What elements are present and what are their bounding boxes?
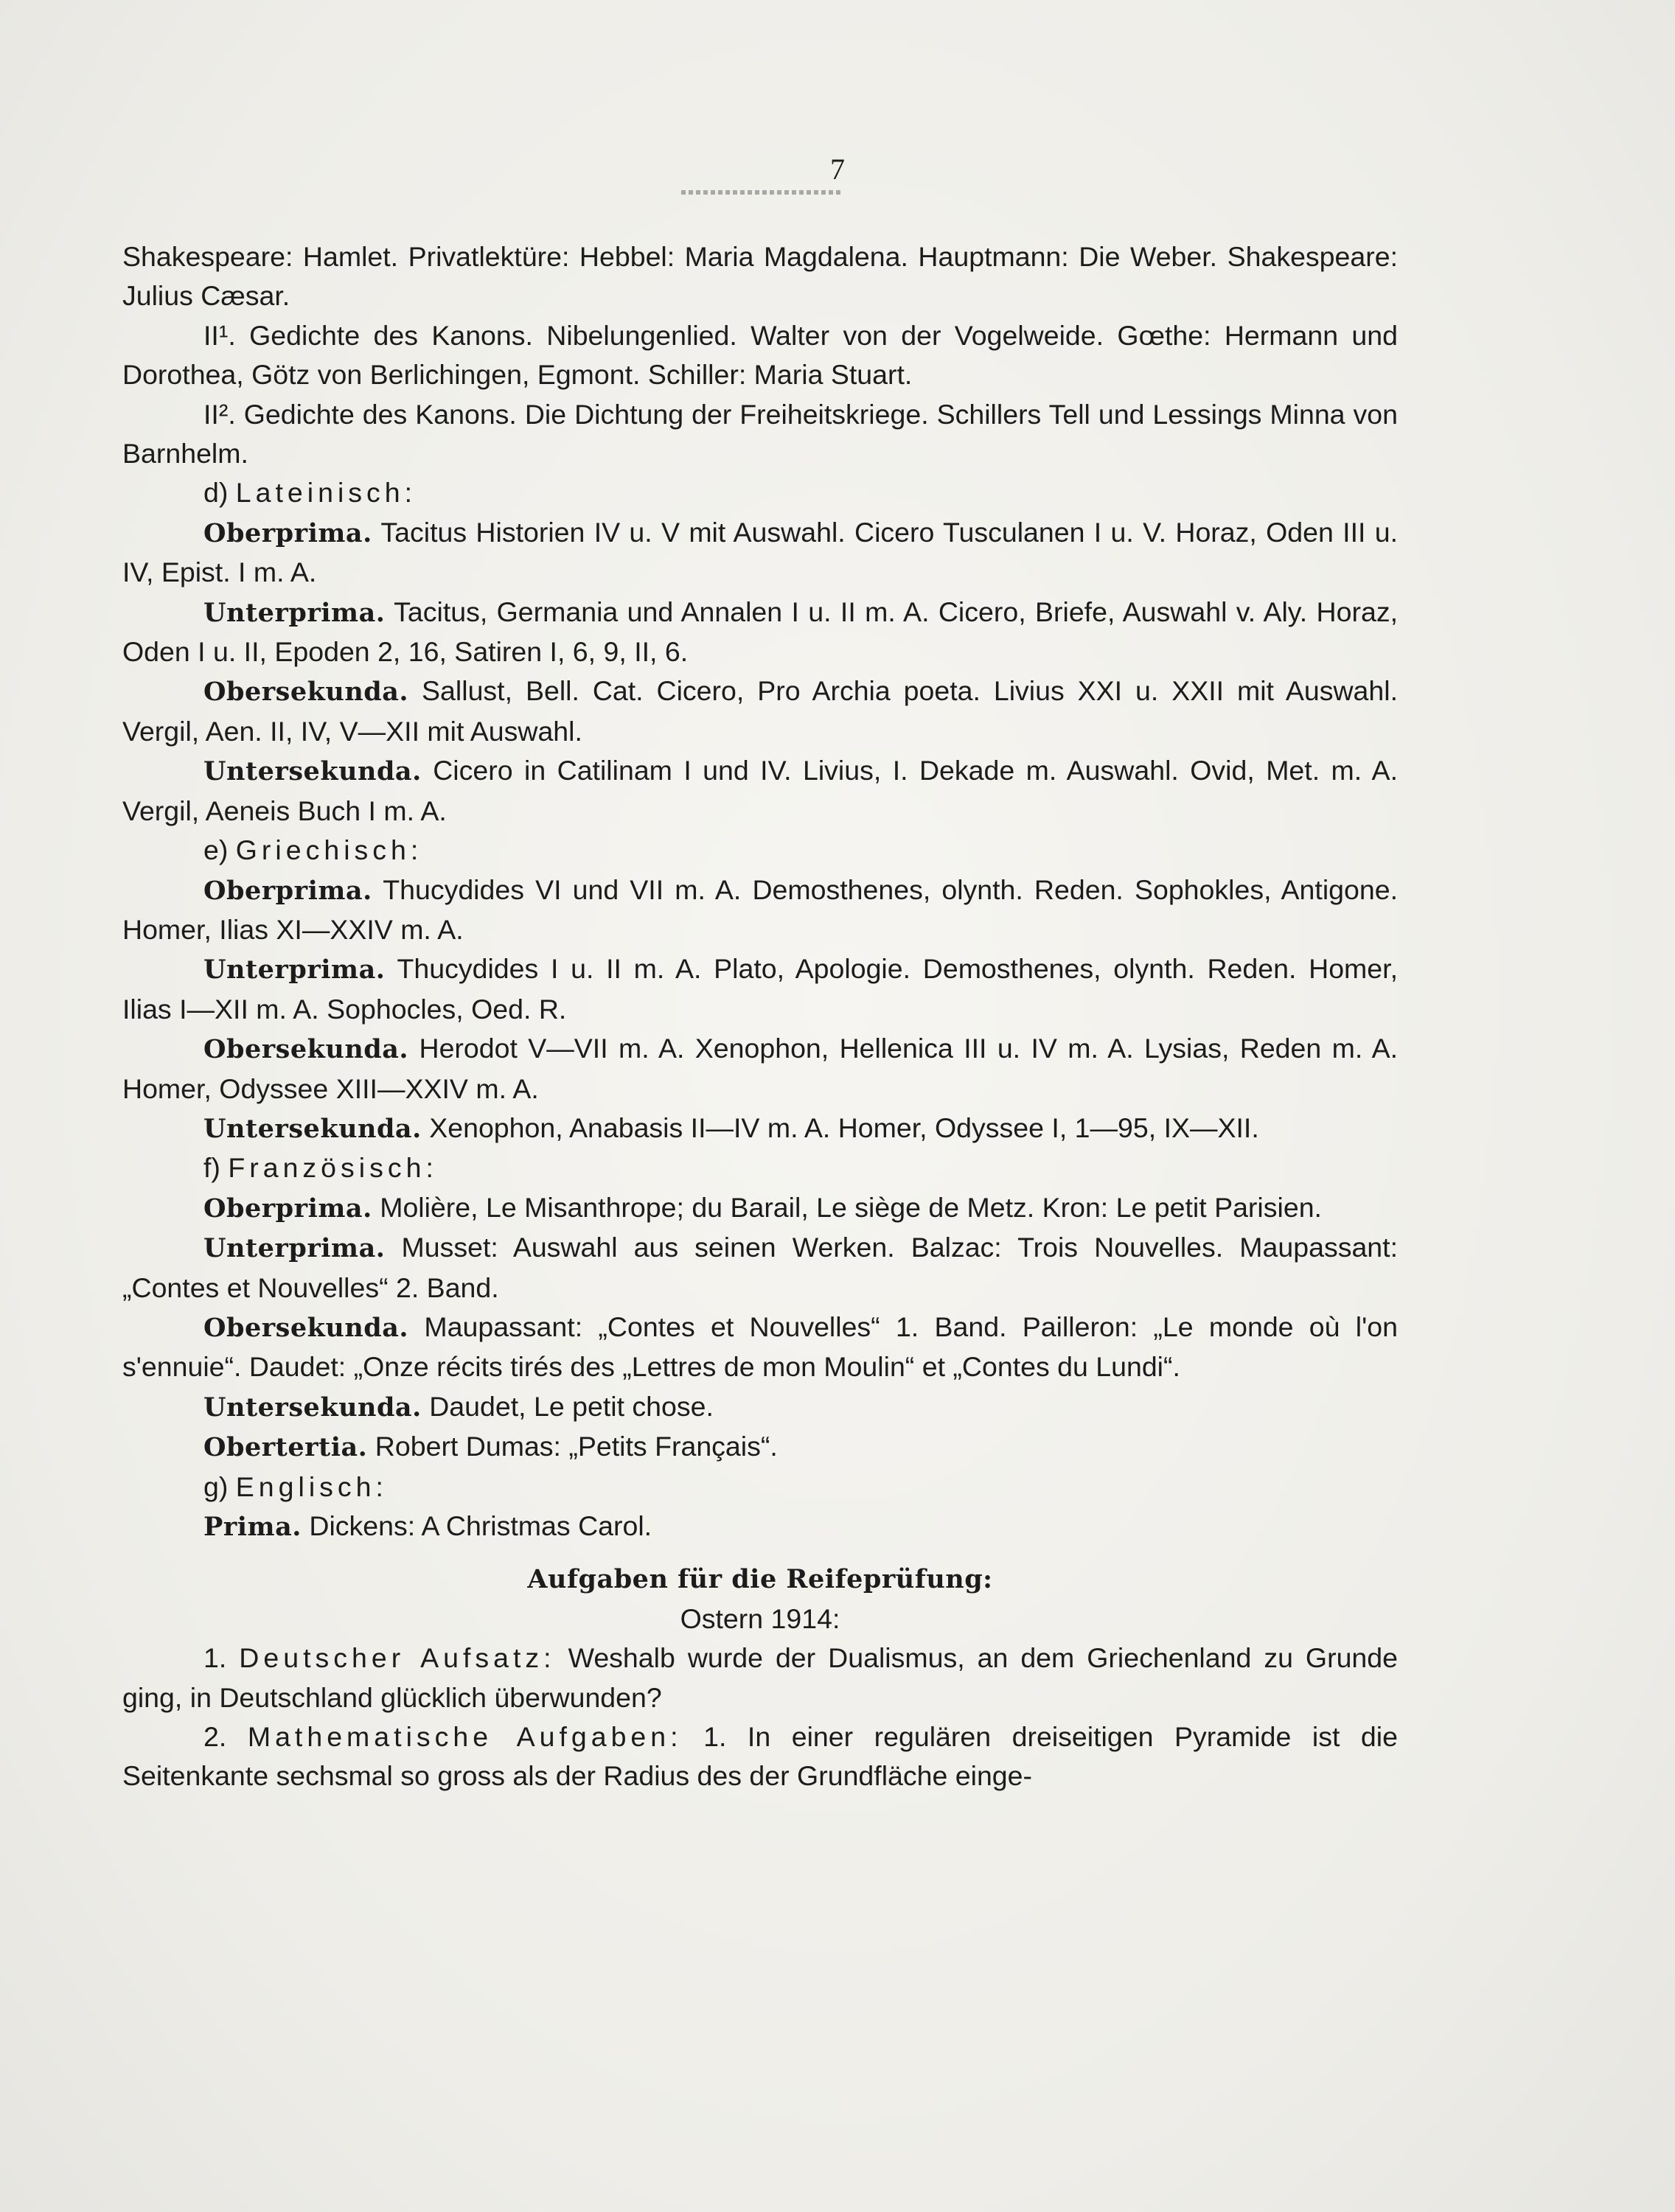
paragraph bbox=[122, 1507, 1398, 1546]
subject-label: Mathematische Aufgaben: bbox=[247, 1721, 683, 1753]
text-run: Shakespeare: Hamlet. Privatlektüre: Hebbel: Maria Magdalena. Hauptmann: Die Weber. Shakespeare: Julius Cæsar. bbox=[122, 241, 1398, 312]
class-label: Oberprima. bbox=[203, 517, 372, 548]
class-label: Untersekunda. bbox=[203, 1113, 422, 1144]
text-run: f) bbox=[203, 1152, 229, 1184]
class-label: Unterprima. bbox=[203, 955, 386, 985]
paragraph bbox=[122, 1387, 1398, 1427]
text-run: e) bbox=[203, 834, 236, 866]
class-label: Oberprima. bbox=[203, 875, 372, 906]
paragraph bbox=[122, 871, 1398, 950]
text-run: Xenophon, Anabasis II—IV m. A. Homer, Odyssee I, 1—95, IX—XII. bbox=[421, 1112, 1259, 1143]
text-run: Dickens: A Christmas Carol. bbox=[301, 1510, 652, 1541]
paragraph bbox=[122, 1228, 1398, 1308]
class-label: Untersekunda. bbox=[203, 756, 422, 787]
class-label: Obersekunda. bbox=[203, 677, 409, 708]
text-run: Robert Dumas: „Petits Français“. bbox=[367, 1431, 778, 1462]
text-run: 1. In einer regulären dreiseitigen Pyramide ist die Seitenkante sechsmal so gross als der Radius des der Grundfläche einge- bbox=[122, 1721, 1398, 1792]
paragraph bbox=[122, 949, 1398, 1029]
section-subheading: Ostern 1914: bbox=[680, 1602, 840, 1634]
class-label: Obertertia. bbox=[203, 1432, 368, 1463]
text-run: Cicero in Catilinam I und IV. Livius, I. Dekade m. Auswahl. Ovid, Met. m. A. Vergil, Aeneis Buch I m. A. bbox=[122, 755, 1398, 826]
text-run: Thucydides I u. II m. A. Plato, Apologie. Demosthenes, olynth. Reden. Homer, Ilias I—XII m. A. Sophocles, Oed. R. bbox=[122, 953, 1398, 1025]
text-run: Thucydides VI und VII m. A. Demosthenes, olynth. Reden. Sophokles, Antigone. Homer, Ilias XI—XXIV m. A. bbox=[122, 873, 1398, 945]
page-number-underline bbox=[681, 190, 843, 195]
paragraph bbox=[122, 1468, 1398, 1507]
text-run: d) bbox=[203, 477, 236, 509]
text-run: Musset: Auswahl aus seinen Werken. Balzac: Trois Nouvelles. Maupassant: „Contes et Nouvelles“ 2. Band. bbox=[122, 1232, 1398, 1303]
paragraph bbox=[122, 1109, 1398, 1148]
paragraph bbox=[122, 237, 1398, 316]
text-run: g) bbox=[203, 1470, 236, 1502]
text-run: Daudet, Le petit chose. bbox=[421, 1390, 714, 1422]
text-run: Sallust, Bell. Cat. Cicero, Pro Archia poeta. Livius XXI u. XXII mit Auswahl. Vergil, Aen. II, IV, V—XII mit Auswahl. bbox=[122, 675, 1398, 747]
text-run: Tacitus Historien IV u. V mit Auswahl. Cicero Tusculanen I u. V. Horaz, Oden III u. IV, Epist. I m. A. bbox=[122, 516, 1398, 588]
text-run: Weshalb wurde der Dualismus, an dem Griechenland zu Grunde ging, in Deutschland glücklich überwunden? bbox=[122, 1642, 1398, 1713]
paragraph bbox=[122, 1188, 1398, 1228]
paragraph bbox=[122, 395, 1398, 474]
text-run: Herodot V—VII m. A. Xenophon, Hellenica III u. IV m. A. Lysias, Reden m. A. Homer, Odyssee XIII—XXIV m. A. bbox=[122, 1033, 1398, 1104]
paragraph bbox=[122, 593, 1398, 672]
paragraph bbox=[122, 671, 1398, 751]
class-label: Untersekunda. bbox=[203, 1392, 422, 1423]
subject-label: Lateinisch: bbox=[235, 477, 417, 509]
paragraph bbox=[122, 1639, 1398, 1717]
paragraph bbox=[122, 1427, 1398, 1467]
paragraph bbox=[122, 316, 1398, 395]
class-label: Unterprima. bbox=[203, 597, 386, 628]
text-run: II¹. Gedichte des Kanons. Nibelungenlied. Walter von der Vogelweide. Gœthe: Hermann und Dorothea, Götz von Berlichingen, Egmont. Schiller: Maria Stuart. bbox=[122, 319, 1398, 391]
paragraph bbox=[122, 1717, 1398, 1796]
paragraph bbox=[122, 751, 1398, 831]
paragraph bbox=[122, 831, 1398, 870]
class-label: Obersekunda. bbox=[203, 1312, 409, 1343]
subject-label: Griechisch: bbox=[235, 834, 423, 866]
page-number: 7 bbox=[830, 153, 845, 186]
subject-label: Französisch: bbox=[228, 1152, 438, 1184]
subject-label: Englisch: bbox=[235, 1470, 388, 1502]
text-run: 1. bbox=[203, 1642, 240, 1674]
paragraph bbox=[122, 1148, 1398, 1187]
subject-label: Deutscher Aufsatz: bbox=[239, 1642, 556, 1674]
body-text bbox=[122, 237, 1398, 1796]
class-label: Obersekunda. bbox=[203, 1034, 409, 1065]
text-run: II². Gedichte des Kanons. Die Dichtung der Freiheitskriege. Schillers Tell und Lessings Minna von Barnhelm. bbox=[122, 398, 1398, 470]
paragraph bbox=[122, 513, 1398, 593]
text-run: Molière, Le Misanthrope; du Barail, Le siège de Metz. Kron: Le petit Parisien. bbox=[372, 1191, 1322, 1223]
section-heading: Aufgaben für die Reifeprüfung: bbox=[527, 1564, 993, 1595]
class-label: Prima. bbox=[203, 1512, 302, 1542]
class-label: Unterprima. bbox=[203, 1233, 386, 1264]
paragraph bbox=[122, 1308, 1398, 1387]
class-label: Oberprima. bbox=[203, 1193, 372, 1224]
text-run: Tacitus, Germania und Annalen I u. II m. A. Cicero, Briefe, Auswahl v. Aly. Horaz, Oden I u. II, Epoden 2, 16, Satiren I, 6, 9, II, 6. bbox=[122, 596, 1398, 668]
paragraph bbox=[122, 1029, 1398, 1109]
text-run: 2. bbox=[203, 1721, 248, 1753]
text-run: Maupassant: „Contes et Nouvelles“ 1. Band. Pailleron: „Le monde où l'on s'ennuie“. Daudet: „Onze récits tirés des „Lettres de mon Moulin“ et „Contes du Lundi“. bbox=[122, 1311, 1398, 1383]
paragraph bbox=[122, 473, 1398, 512]
curriculum-paragraphs bbox=[122, 237, 1398, 1546]
exam-paragraphs bbox=[122, 1639, 1398, 1796]
